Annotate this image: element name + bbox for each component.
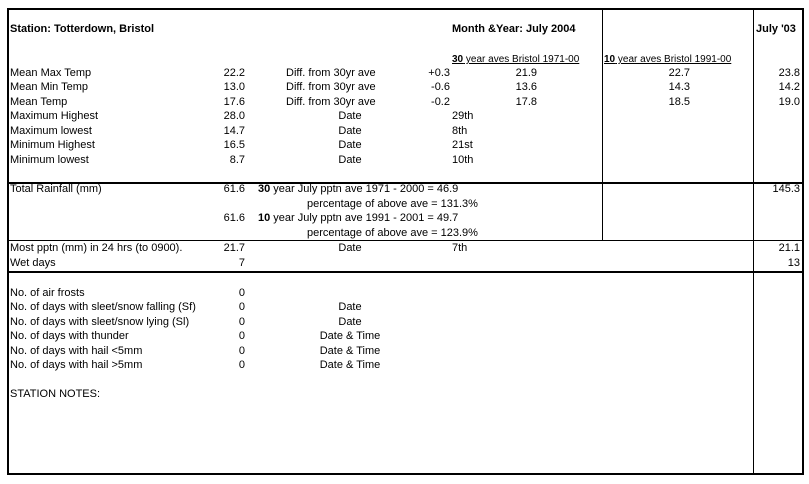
count-label: No. of days with thunder bbox=[10, 330, 129, 342]
count-value: 0 bbox=[238, 330, 245, 342]
station-notes-label: STATION NOTES: bbox=[10, 388, 101, 400]
ave30-value: 17.8 bbox=[515, 96, 537, 108]
diff-label: Diff. from 30yr ave bbox=[286, 81, 376, 93]
aves-1971-bold: 30 bbox=[452, 54, 464, 65]
ave10-value: 18.5 bbox=[668, 96, 690, 108]
count-value: 0 bbox=[238, 345, 245, 357]
aves-1991-bold: 10 bbox=[604, 54, 616, 65]
frame-top bbox=[7, 8, 804, 10]
most-pptn-label: Most pptn (mm) in 24 hrs (to 0900). bbox=[10, 242, 183, 254]
rainfall-ave10-bold: 10 bbox=[258, 212, 271, 224]
rainfall-ave10-text: year July pptn ave 1991 - 2001 = 49.7 bbox=[270, 212, 459, 224]
most-pptn-value: 21.7 bbox=[223, 242, 245, 254]
count-label: No. of days with sleet/snow falling (Sf) bbox=[10, 301, 196, 313]
count-date-label: Date bbox=[338, 316, 362, 328]
divider-averages-column bbox=[602, 8, 603, 240]
extreme-label: Maximum lowest bbox=[10, 125, 92, 137]
count-label: No. of days with sleet/snow lying (Sl) bbox=[10, 316, 190, 328]
diff-value: +0.3 bbox=[428, 67, 450, 79]
ave30-value: 13.6 bbox=[515, 81, 537, 93]
most-pptn-date: 7th bbox=[452, 242, 468, 254]
rainfall-prev: 145.3 bbox=[772, 183, 800, 195]
diff-label: Diff. from 30yr ave bbox=[286, 96, 376, 108]
frame-right bbox=[802, 8, 804, 475]
prev-value: 14.2 bbox=[778, 81, 800, 93]
diff-value: -0.6 bbox=[431, 81, 450, 93]
frame-bottom bbox=[7, 473, 804, 475]
wet-days-value: 7 bbox=[238, 257, 245, 269]
extreme-value: 14.7 bbox=[223, 125, 245, 137]
count-date-label: Date & Time bbox=[319, 359, 381, 371]
extreme-label: Minimum Highest bbox=[10, 139, 95, 151]
extreme-value: 28.0 bbox=[223, 110, 245, 122]
frame-left bbox=[7, 8, 9, 475]
rainfall-ave30-bold: 30 bbox=[258, 183, 271, 195]
wet-days-prev: 13 bbox=[787, 257, 800, 269]
rainfall-ave30-line bbox=[258, 183, 458, 196]
aves-1971-text: year aves Bristol 1971-00 bbox=[463, 54, 580, 65]
station-title: Station: Totterdown, Bristol bbox=[10, 23, 155, 35]
prev-value: 19.0 bbox=[778, 96, 800, 108]
rainfall-ave30-text: year July pptn ave 1971 - 2000 = 46.9 bbox=[270, 183, 459, 195]
extreme-date-label: Date bbox=[338, 125, 362, 137]
aves-1991-header bbox=[604, 53, 731, 66]
temp-label: Mean Min Temp bbox=[10, 81, 89, 93]
most-pptn-prev: 21.1 bbox=[778, 242, 800, 254]
extreme-date: 8th bbox=[452, 125, 468, 137]
extreme-label: Maximum Highest bbox=[10, 110, 99, 122]
temp-label: Mean Temp bbox=[10, 96, 68, 108]
rainfall-value-2: 61.6 bbox=[223, 212, 245, 224]
ave10-value: 22.7 bbox=[668, 67, 690, 79]
extreme-label: Minimum lowest bbox=[10, 154, 89, 166]
divider-prev-year-column bbox=[753, 8, 754, 475]
extreme-date: 10th bbox=[452, 154, 474, 166]
divider-counts-top bbox=[7, 271, 804, 273]
extreme-date: 29th bbox=[452, 110, 474, 122]
count-date-label: Date & Time bbox=[319, 345, 381, 357]
diff-value: -0.2 bbox=[431, 96, 450, 108]
rainfall-pct1: percentage of above ave = 131.3% bbox=[307, 198, 478, 210]
prev-value: 23.8 bbox=[778, 67, 800, 79]
count-label: No. of days with hail >5mm bbox=[10, 359, 143, 371]
prev-year-title: July '03 bbox=[756, 23, 796, 35]
most-pptn-date-label: Date bbox=[338, 242, 362, 254]
count-value: 0 bbox=[238, 301, 245, 313]
count-value: 0 bbox=[238, 287, 245, 299]
ave10-value: 14.3 bbox=[668, 81, 690, 93]
ave30-value: 21.9 bbox=[515, 67, 537, 79]
count-label: No. of days with hail <5mm bbox=[10, 345, 143, 357]
aves-1991-text: year aves Bristol 1991-00 bbox=[615, 54, 732, 65]
temp-value: 13.0 bbox=[223, 81, 245, 93]
extreme-value: 16.5 bbox=[223, 139, 245, 151]
rainfall-label: Total Rainfall (mm) bbox=[10, 183, 102, 195]
temp-value: 22.2 bbox=[223, 67, 245, 79]
rainfall-ave10-line bbox=[258, 212, 458, 225]
aves-1971-header bbox=[452, 53, 579, 66]
extreme-date-label: Date bbox=[338, 154, 362, 166]
month-year-title: Month &Year: July 2004 bbox=[452, 23, 576, 35]
extreme-date-label: Date bbox=[338, 110, 362, 122]
wet-days-label: Wet days bbox=[10, 257, 56, 269]
count-value: 0 bbox=[238, 359, 245, 371]
count-label: No. of air frosts bbox=[10, 287, 85, 299]
count-date-label: Date bbox=[338, 301, 362, 313]
count-date-label: Date & Time bbox=[319, 330, 381, 342]
temp-value: 17.6 bbox=[223, 96, 245, 108]
divider-pptn-top bbox=[7, 240, 804, 241]
rainfall-value: 61.6 bbox=[223, 183, 245, 195]
rainfall-pct2: percentage of above ave = 123.9% bbox=[307, 227, 478, 239]
diff-label: Diff. from 30yr ave bbox=[286, 67, 376, 79]
count-value: 0 bbox=[238, 316, 245, 328]
temp-label: Mean Max Temp bbox=[10, 67, 92, 79]
extreme-date: 21st bbox=[452, 139, 473, 151]
extreme-value: 8.7 bbox=[229, 154, 245, 166]
extreme-date-label: Date bbox=[338, 139, 362, 151]
